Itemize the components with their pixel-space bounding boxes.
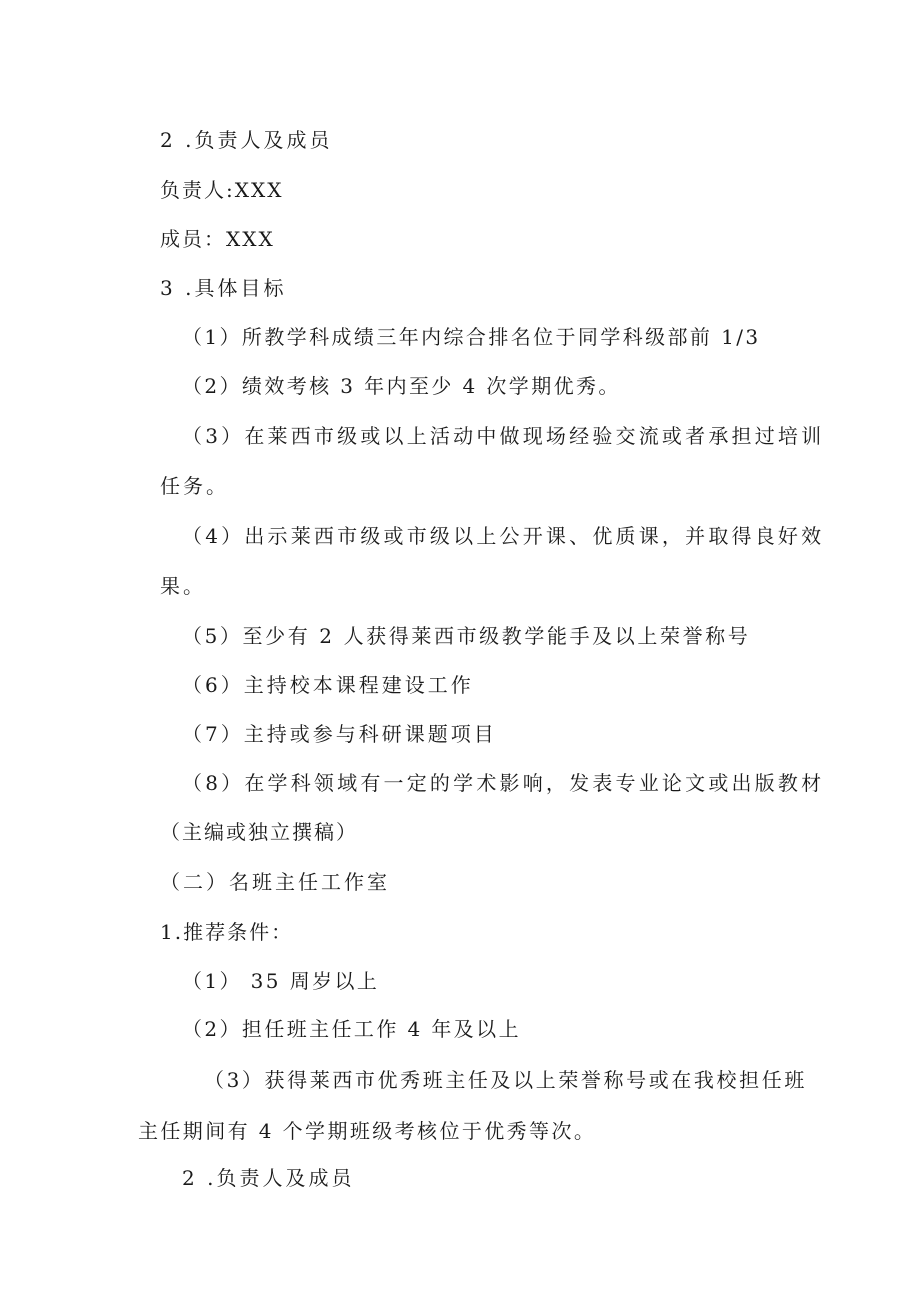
section-heading-members: 2 .负责人及成员 xyxy=(160,128,333,152)
condition-item-3-continued: 主任期间有 4 个学期班级考核位于优秀等次。 xyxy=(138,1119,597,1143)
section-heading-members-2: 2 .负责人及成员 xyxy=(182,1166,355,1190)
goal-item-2: （2）绩效考核 3 年内至少 4 次学期优秀。 xyxy=(182,374,621,398)
goal-item-3: （3）在莱西市级或以上活动中做现场经验交流或者承担过培训 xyxy=(182,424,825,448)
section-heading-head-teacher-studio: （二）名班主任工作室 xyxy=(160,870,390,894)
goal-item-8: （8）在学科领域有一定的学术影响，发表专业论文或出版教材 xyxy=(182,771,825,795)
members-line: 成员：XXX xyxy=(160,227,275,251)
recommendation-conditions-heading: 1.推荐条件： xyxy=(160,920,294,944)
goal-item-3-continued: 任务。 xyxy=(160,474,229,498)
goal-item-8-continued: （主编或独立撰稿） xyxy=(160,820,358,844)
condition-item-3: （3）获得莱西市优秀班主任及以上荣誉称号或在我校担任班 xyxy=(204,1068,807,1092)
condition-item-2: （2）担任班主任工作 4 年及以上 xyxy=(182,1017,521,1041)
goal-item-6: （6）主持校本课程建设工作 xyxy=(182,673,474,697)
goal-item-7: （7）主持或参与科研课题项目 xyxy=(182,722,497,746)
leader-line: 负责人:XXX xyxy=(160,178,284,202)
section-heading-goals: 3 .具体目标 xyxy=(160,276,287,300)
goal-item-5: （5）至少有 2 人获得莱西市级教学能手及以上荣誉称号 xyxy=(182,624,751,648)
condition-item-1: （1） 35 周岁以上 xyxy=(182,969,380,993)
goal-item-4: （4）出示莱西市级或市级以上公开课、优质课，并取得良好效 xyxy=(182,524,825,548)
goal-item-4-continued: 果。 xyxy=(160,574,206,598)
goal-item-1: （1）所教学科成绩三年内综合排名位于同学科级部前 1/3 xyxy=(182,325,761,349)
